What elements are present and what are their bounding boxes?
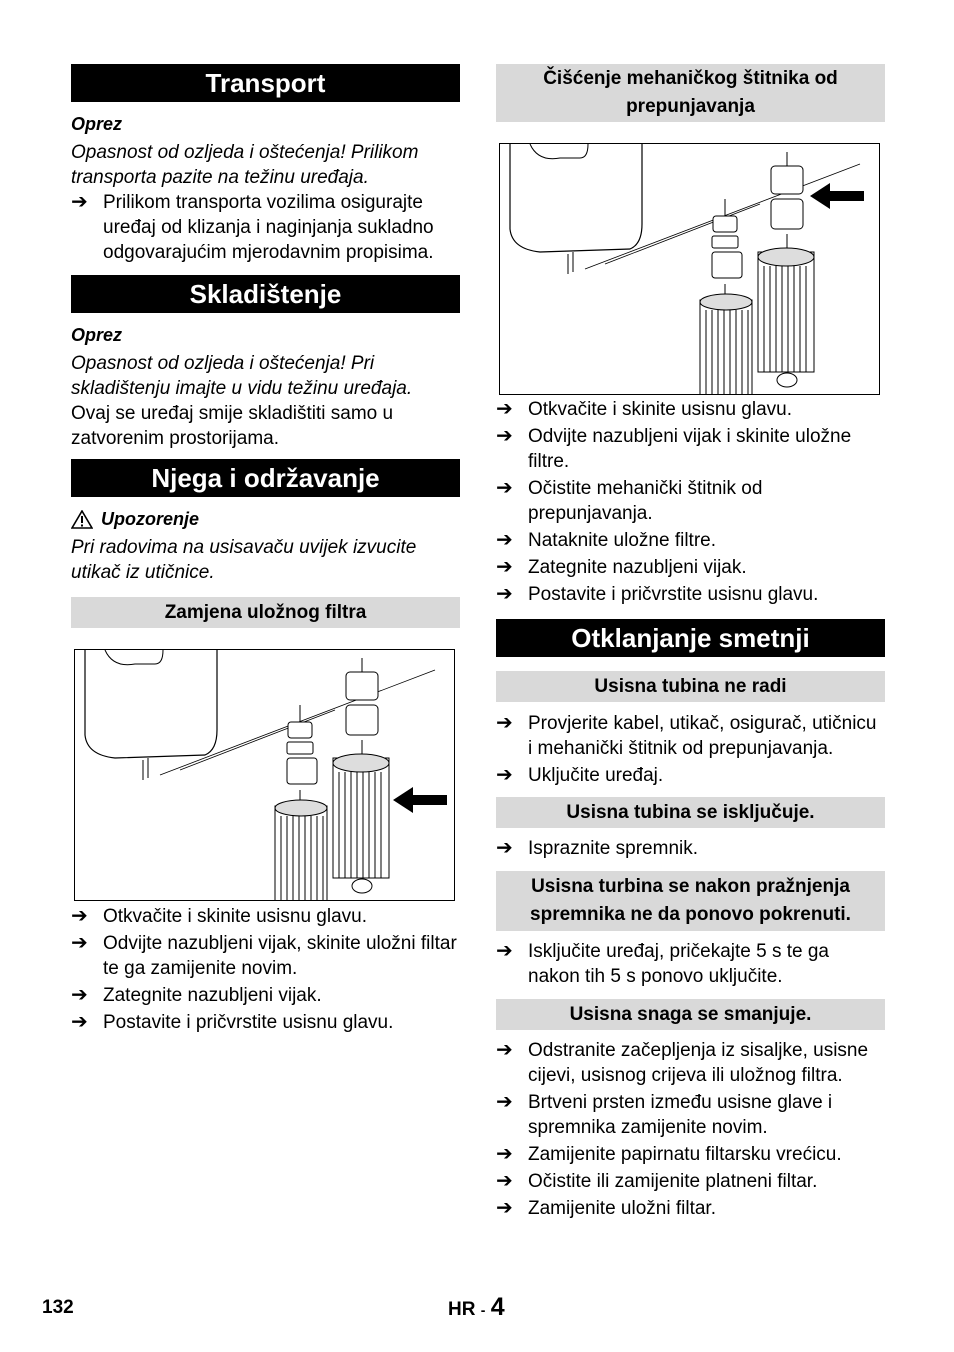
storage-caution-text: Opasnost od ozljeda i oštećenja! Pri skladištenju imajte u vidu težinu uređaja. xyxy=(71,353,413,399)
right-column xyxy=(496,64,885,1223)
list-item: ➔ Uključite uređaj. xyxy=(496,764,664,786)
transport-caution-label: Oprez xyxy=(71,114,123,134)
language-page: 4 xyxy=(490,1293,505,1321)
arrow-right-icon: ➔ xyxy=(71,984,88,1006)
arrow-right-icon: ➔ xyxy=(496,940,513,962)
guard-clean-illustration xyxy=(499,143,880,395)
list-item: ➔ Isključite uređaj, pričekajte 5 s te ga nakon tih 5 s ponovo uključite. xyxy=(496,940,829,987)
list-item: ➔ Postavite i pričvrstite usisnu glavu. xyxy=(496,583,819,605)
list-item: ➔ Očistite mehanički štitnik od prepunjavanja. xyxy=(496,477,763,524)
list-item: ➔ Prilikom transporta vozilima osigurajte uređaj od klizanja i naginjanja sukladno odgovarajućim mjerodavnim propisima. xyxy=(71,191,434,263)
storage-heading: Skladištenje xyxy=(71,275,460,313)
page-language-marker xyxy=(448,1293,505,1322)
arrow-right-icon: ➔ xyxy=(496,425,513,447)
page-dash: - xyxy=(480,1302,486,1318)
arrow-right-icon: ➔ xyxy=(496,583,513,605)
arrow-right-icon: ➔ xyxy=(71,932,88,954)
list-item: ➔ Zamijenite uložni filtar. xyxy=(496,1197,716,1219)
arrow-right-icon: ➔ xyxy=(496,1039,513,1061)
warning-triangle-icon xyxy=(71,510,93,529)
list-item: ➔ Ispraznite spremnik. xyxy=(496,837,699,859)
care-warning-text: Pri radovima na usisavaču uvijek izvucite utikač iz utičnice. xyxy=(71,537,417,583)
page-number: 132 xyxy=(42,1297,74,1318)
ts-section-1-steps xyxy=(496,711,885,788)
left-column xyxy=(71,64,460,1037)
arrow-right-icon: ➔ xyxy=(496,1143,513,1165)
arrow-right-icon: ➔ xyxy=(496,764,513,786)
list-item: ➔ Provjerite kabel, utikač, osigurač, utičnicu i mehanički štitnik od prepunjavanja. xyxy=(496,712,877,759)
troubleshooting-heading: Otklanjanje smetnji xyxy=(496,619,885,657)
list-item: ➔ Zategnite nazubljeni vijak. xyxy=(496,556,747,578)
ts-section-2-heading: Usisna tubina se isključuje. xyxy=(496,797,885,828)
storage-text: Ovaj se uređaj smije skladištiti samo u zatvorenim prostorijama. xyxy=(71,403,394,449)
arrow-right-icon: ➔ xyxy=(71,191,88,213)
guard-clean-heading: Čišćenje mehaničkog štitnika od prepunjavanja xyxy=(496,64,885,122)
list-item: ➔ Postavite i pričvrstite usisnu glavu. xyxy=(71,1011,394,1033)
arrow-right-icon: ➔ xyxy=(71,905,88,927)
arrow-right-icon: ➔ xyxy=(496,529,513,551)
arrow-right-icon: ➔ xyxy=(496,712,513,734)
arrow-right-icon: ➔ xyxy=(496,837,513,859)
ts-section-4-heading: Usisna snaga se smanjuje. xyxy=(496,999,885,1030)
list-item: ➔ Otkvačite i skinite usisnu glavu. xyxy=(496,398,793,420)
arrow-right-icon: ➔ xyxy=(496,1197,513,1219)
language-code: HR xyxy=(448,1299,476,1320)
care-warning-label: Upozorenje xyxy=(101,509,200,529)
care-heading: Njega i održavanje xyxy=(71,459,460,497)
list-item: ➔ Brtveni prsten između usisne glave i spremnika zamijenite novim. xyxy=(496,1091,833,1138)
arrow-right-icon: ➔ xyxy=(71,1011,88,1033)
list-item: ➔ Zamijenite papirnatu filtarsku vrećicu. xyxy=(496,1143,842,1165)
transport-heading: Transport xyxy=(71,64,460,102)
arrow-right-icon: ➔ xyxy=(496,398,513,420)
ts-section-3-steps xyxy=(496,939,885,989)
storage-caution-label: Oprez xyxy=(71,325,123,345)
ts-section-1-heading: Usisna tubina ne radi xyxy=(496,671,885,702)
transport-caution-text: Opasnost od ozljeda i oštećenja! Prilikom transporta pazite na težinu uređaja. xyxy=(71,142,419,188)
ts-section-2-steps xyxy=(496,836,885,861)
arrow-right-icon: ➔ xyxy=(496,556,513,578)
arrow-right-icon: ➔ xyxy=(496,1170,513,1192)
filter-replace-illustration xyxy=(74,649,455,901)
transport-steps xyxy=(71,190,460,265)
list-item: ➔ Otkvačite i skinite usisnu glavu. xyxy=(71,905,368,927)
list-item: ➔ Odvijte nazubljeni vijak, skinite uložni filtar te ga zamijenite novim. xyxy=(71,932,457,979)
ts-section-3-heading: Usisna turbina se nakon pražnjenja spremnika ne da ponovo pokrenuti. xyxy=(496,871,885,931)
guard-clean-steps xyxy=(496,397,885,607)
list-item: ➔ Zategnite nazubljeni vijak. xyxy=(71,984,322,1006)
list-item: ➔ Očistite ili zamijenite platneni filtar. xyxy=(496,1170,818,1192)
filter-replace-steps xyxy=(71,904,460,1035)
list-item: ➔ Odvijte nazubljeni vijak i skinite uložne filtre. xyxy=(496,425,852,472)
arrow-right-icon: ➔ xyxy=(496,477,513,499)
care-warning-row xyxy=(71,507,460,531)
filter-replace-heading: Zamjena uložnog filtra xyxy=(71,597,460,628)
list-item: ➔ Odstranite začepljenja iz sisaljke, usisne cijevi, usisnog crijeva ili uložnog filtra. xyxy=(496,1039,869,1086)
arrow-right-icon: ➔ xyxy=(496,1091,513,1113)
ts-section-4-steps xyxy=(496,1038,885,1221)
list-item: ➔ Nataknite uložne filtre. xyxy=(496,529,716,551)
